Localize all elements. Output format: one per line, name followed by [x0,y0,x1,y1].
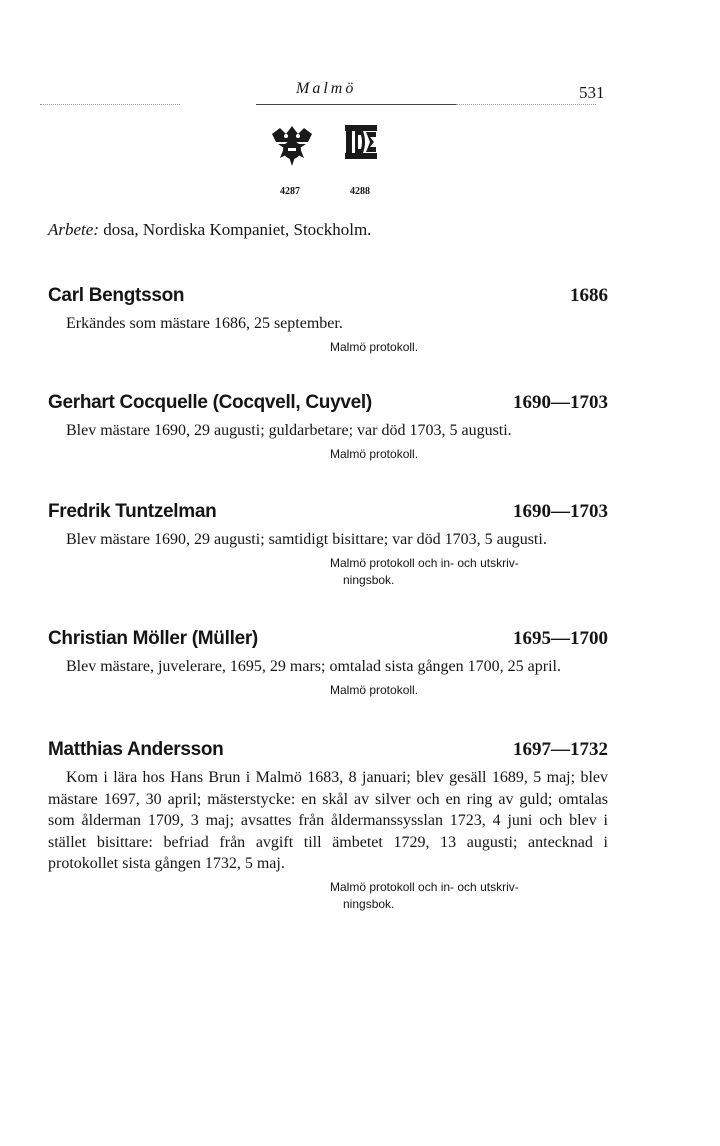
entry-source-line: Malmö protokoll och in- och utskriv- [330,555,519,570]
page-number: 531 [579,83,605,102]
entry-source-continuation: ningsbok. [343,572,395,587]
entry-source-line: Malmö protokoll. [330,682,419,697]
entry-body: Erkändes som mästare 1686, 25 september. [66,315,343,332]
entry-years: 1690—1703 [513,501,608,522]
work-text: dosa, Nordiska Kompaniet, Stockholm. [103,220,372,239]
running-title: Malmö [296,80,357,97]
entry-source-line: Malmö protokoll. [330,446,419,461]
header-rule-center [256,104,456,105]
entry [48,501,608,589]
entry-name: Matthias Andersson [48,739,224,760]
hallmark-number: 4288 [350,186,370,197]
entry-body: Blev mästare 1690, 29 augusti; samtidigt bisittare; var död 1703, 5 augusti. [66,531,547,548]
header-rule-left [40,104,180,105]
crown-hallmark-icon [268,124,316,168]
entry-source-continuation: ningsbok. [343,896,395,911]
entry-source [330,339,608,356]
entry-source [330,446,608,463]
work-line [48,220,371,240]
entry [48,628,608,699]
entry-body: Blev mästare 1690, 29 augusti; guldarbetare; var död 1703, 5 augusti. [66,422,512,439]
entry-years: 1690—1703 [513,392,608,413]
entry [48,285,608,356]
running-head [0,80,720,104]
entry-source-line: Malmö protokoll och in- och utskriv- [330,879,519,894]
entry-source-line: Malmö protokoll. [330,339,419,354]
entry-years: 1697—1732 [513,739,608,760]
monogram-hallmark-icon [344,124,378,160]
entry-years: 1695—1700 [513,628,608,649]
entry-name: Christian Möller (Müller) [48,628,258,649]
work-label: Arbete: [48,220,99,239]
header-rule-right [456,104,596,105]
entry-name: Fredrik Tuntzelman [48,501,217,522]
entry-source [330,879,608,913]
hallmark-number: 4287 [280,186,300,197]
entry-source [330,682,608,699]
entry-name: Carl Bengtsson [48,285,185,306]
entry [48,739,608,913]
entry [48,392,608,463]
entry-body: Kom i lära hos Hans Brun i Malmö 1683, 8 januari; blev gesäll 1689, 5 maj; blev mästare 1697, 30 april; mästerstycke: en skål av silver och en ring av guld; omtalas som ålderman 1709, 3 maj; avsattes från åldermanssysslan 1723, 4 juni och blev i stället bisittare: befriad från avgift till ämbetet 1729, 13 augusti; antecknad i protokollet sista gången 1732, 5 maj. [48,769,608,872]
entry-years: 1686 [570,285,608,306]
hallmarks [0,124,720,204]
entry-name: Gerhart Cocquelle (Cocqvell, Cuyvel) [48,392,372,413]
entry-source [330,555,608,589]
entry-body: Blev mästare, juvelerare, 1695, 29 mars; omtalad sista gången 1700, 25 april. [66,658,561,675]
